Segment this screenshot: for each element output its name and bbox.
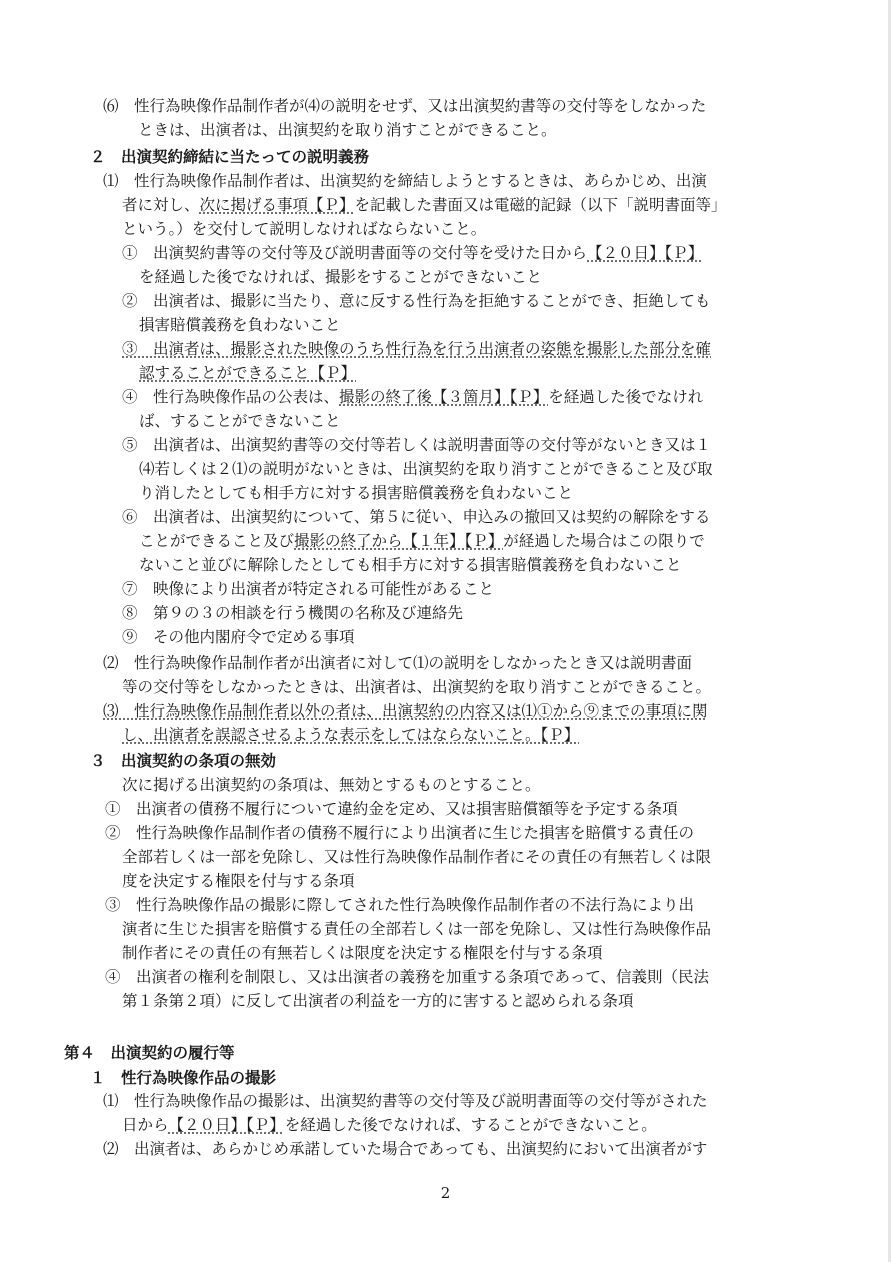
text-segment: 第１条第２項）に反して出演者の利益を一方的に害すると認められる条項 (122, 992, 634, 1010)
text-segment: ⑨ その他内閣府令で定める事項 (122, 628, 355, 646)
text-segment: ⑷若しくは２⑴の説明がないときは、出演契約を取り消すことができること及び取 (139, 460, 713, 478)
text-segment: ⑴ 性行為映像作品の撮影は、出演契約書等の交付等及び説明書面等の交付等がされた (103, 1092, 708, 1110)
text-segment: ① 出演者の債務不履行について違約金を定め、又は損害賠償額等を予定する条項 (105, 800, 678, 818)
underlined-text: 次に掲げる事項【Ｐ】 (199, 196, 355, 214)
text-line (103, 169, 707, 193)
text-line (139, 481, 573, 505)
text-line (122, 845, 711, 869)
text-line (122, 1113, 657, 1137)
text-line (122, 601, 463, 625)
text-segment: ⑧ 第９の３の相談を行う機関の名称及び連絡先 (122, 604, 464, 622)
text-line (105, 821, 694, 845)
text-segment: ３ 出演契約の条項の無効 (90, 751, 277, 770)
text-segment: を記載した書面又は電磁的記録（以下「説明書面等」 (354, 196, 727, 214)
text-line (139, 553, 682, 577)
text-segment: ないこと並びに解除したとしても相手方に対する損害賠償義務を負わないこと (139, 556, 682, 574)
text-line (105, 893, 694, 917)
underlined-text: 【２０日】【Ｐ】 (587, 244, 704, 262)
text-segment: 度を決定する権限を付与する条項 (122, 872, 355, 890)
text-segment: 全部若しくは一部を免除し、又は性行為映像作品制作者にその責任の有無若しくは限 (122, 848, 712, 866)
text-line (103, 651, 692, 675)
text-line (139, 313, 341, 337)
text-line (103, 1089, 708, 1113)
text-line (105, 965, 709, 989)
text-line (122, 941, 603, 965)
text-line (105, 797, 678, 821)
text-line (139, 457, 713, 481)
text-segment: 者に対し、 (122, 196, 200, 214)
text-line (139, 529, 705, 553)
text-line (122, 917, 711, 941)
underlined-text: し、出演者を誤認させるような表示をしてはならないこと。【Ｐ】 (122, 726, 580, 744)
text-segment: ⑤ 出演者は、出演契約書等の交付等若しくは説明書面等の交付等がないとき又は１ (122, 436, 712, 454)
text-line (122, 675, 711, 699)
text-segment: 第４ 出演契約の履行等 (64, 1043, 235, 1062)
text-line (122, 577, 494, 601)
text-segment: ③ 性行為映像作品の撮影に際してされた性行為映像作品制作者の不法行為により出 (105, 896, 695, 914)
text-line (90, 145, 369, 169)
text-line (122, 989, 634, 1013)
text-segment: 演者に生じた損害を賠償する責任の全部若しくは一部を免除し、又は性行為映像作品 (122, 920, 712, 938)
text-line (122, 625, 355, 649)
text-segment: ⑦ 映像により出演者が特定される可能性があること (122, 580, 495, 598)
underlined-text: ③ 出演者は、撮影された映像のうち性行為を行う出演者の姿態を撮影した部分を確 (122, 340, 712, 358)
text-line (122, 869, 355, 893)
text-segment: 日から (122, 1116, 169, 1134)
text-segment: を経過した後でなければ、することができないこと。 (284, 1116, 657, 1134)
text-line (122, 385, 703, 409)
text-segment: 制作者にその責任の有無若しくは限度を決定する権限を付与する条項 (122, 944, 603, 962)
text-line (122, 723, 579, 747)
page-number: 2 (440, 1184, 451, 1202)
text-line (90, 1066, 276, 1090)
text-segment: を経過した後でなければ、撮影をすることができないこと (139, 268, 543, 286)
text-line (90, 749, 276, 773)
text-line (64, 1041, 235, 1065)
text-segment: ⑥ 出演者は、出演契約について、第５に従い、申込みの撤回又は契約の解除をする (122, 508, 711, 526)
text-line (138, 118, 557, 142)
text-segment: 次に掲げる出演契約の条項は、無効とするものとすること。 (122, 776, 541, 794)
text-segment: ② 性行為映像作品制作者の債務不履行により出演者に生じた損害を賠償する責任の (105, 824, 695, 842)
text-segment: ④ 性行為映像作品の公表は、 (122, 388, 340, 406)
text-line (122, 773, 541, 797)
text-segment: ば、することができないこと (139, 412, 341, 430)
text-line (122, 241, 703, 265)
text-segment: ⑹ 性行為映像作品制作者が⑷の説明をせず、又は出演契約書等の交付等をしなかった (103, 97, 707, 115)
text-line (122, 289, 710, 313)
text-line (122, 433, 711, 457)
text-segment: ① 出演契約書等の交付等及び説明書面等の交付等を受けた日から (122, 244, 588, 262)
text-segment: が経過した場合はこの限りで (503, 532, 705, 550)
text-segment: り消したとしても相手方に対する損害賠償義務を負わないこと (139, 484, 574, 502)
text-segment: ２ 出演契約締結に当たっての説明義務 (90, 147, 370, 166)
text-line (103, 1137, 707, 1161)
text-line (122, 193, 727, 217)
text-segment: 等の交付等をしなかったときは、出演者は、出演契約を取り消すことができること。 (122, 678, 712, 696)
text-line (103, 94, 706, 118)
text-segment: ことができること及び (139, 532, 295, 550)
text-segment: ⑵ 性行為映像作品制作者が出演者に対して⑴の説明をしなかったとき又は説明書面 (103, 654, 693, 672)
underlined-text: 【２０日】【Ｐ】 (168, 1116, 285, 1134)
text-line (139, 409, 341, 433)
text-segment: 損害賠償義務を負わないこと (139, 316, 341, 334)
text-line (122, 337, 711, 361)
text-segment: ④ 出演者の権利を制限し、又は出演者の義務を加重する条項であって、信義則（民法 (105, 968, 710, 986)
text-segment: ⑵ 出演者は、あらかじめ承諾していた場合であっても、出演契約において出演者がす (103, 1140, 708, 1158)
underlined-text: ⑶ 性行為映像作品制作者以外の者は、出演契約の内容又は⑴①から⑨までの事項に関 (103, 702, 708, 720)
text-segment: ② 出演者は、撮影に当たり、意に反する性行為を拒絶することができ、拒絶しても (122, 292, 711, 310)
text-segment: という。）を交付して説明しなければならないこと。 (122, 220, 487, 238)
text-line (122, 505, 710, 529)
text-line (139, 361, 356, 385)
text-line (122, 217, 486, 241)
text-line (103, 699, 708, 723)
underlined-text: 認することができること【Ｐ】 (139, 364, 357, 382)
text-segment: ⑴ 性行為映像作品制作者は、出演契約を締結しようとするときは、あらかじめ、出演 (103, 172, 707, 190)
underlined-text: 撮影の終了後【３箇月】【Ｐ】 (339, 388, 549, 406)
text-segment: ときは、出演者は、出演契約を取り消すことができること。 (138, 121, 557, 139)
underlined-text: 撮影の終了から【１年】【Ｐ】 (294, 532, 504, 550)
text-segment: １ 性行為映像作品の撮影 (90, 1068, 277, 1087)
text-segment: を経過した後でなけれ (548, 388, 704, 406)
text-line (139, 265, 542, 289)
